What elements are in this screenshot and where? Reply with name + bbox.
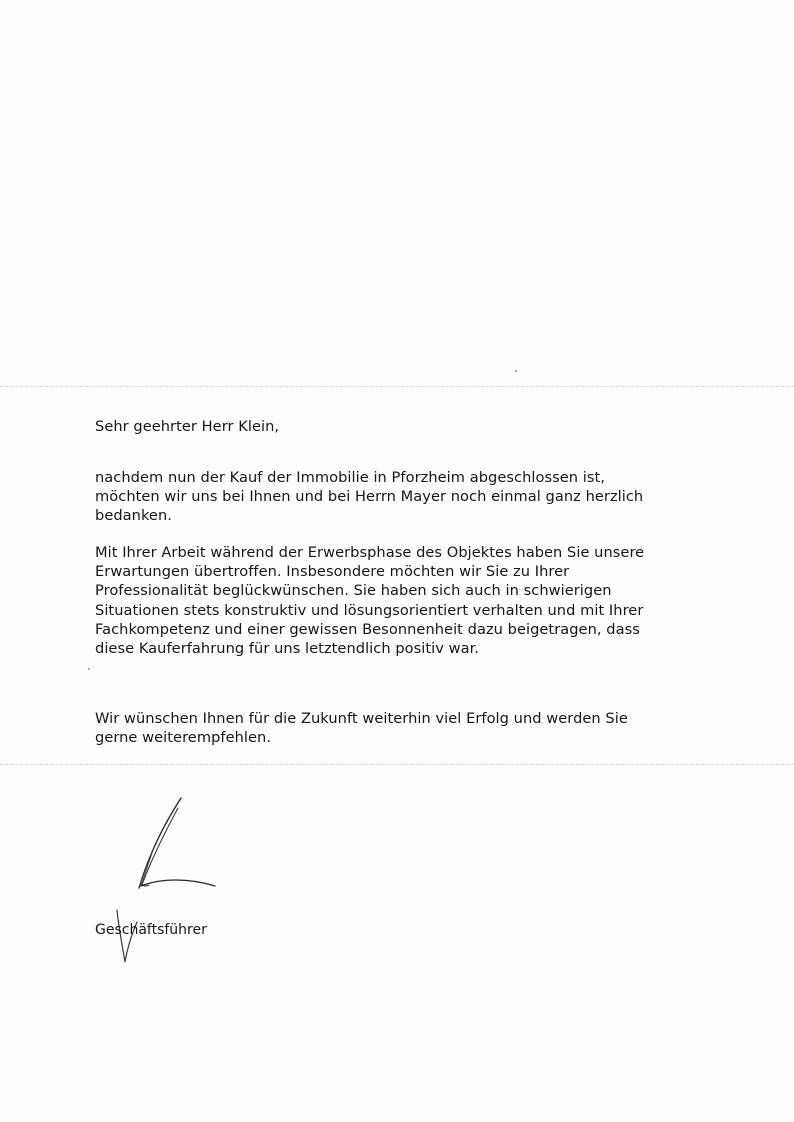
handwritten-signature (105, 790, 235, 980)
scan-speck (88, 668, 90, 670)
salutation: Sehr geehrter Herr Klein, (95, 418, 280, 435)
text-line: nachdem nun der Kauf der Immobilie in Pforzheim abgeschlossen ist, (95, 469, 606, 486)
scan-speck (515, 370, 517, 372)
paragraph-closing (95, 709, 715, 747)
fold-line-top (0, 386, 794, 387)
text-line: gerne weiterempfehlen. (95, 729, 272, 747)
paragraph-praise (95, 543, 715, 658)
text-line: Wir wünschen Ihnen für die Zukunft weiterhin viel Erfolg und werden Sie (95, 710, 628, 727)
text-line: diese Kauferfahrung für uns letztendlich positiv war. (95, 640, 480, 658)
text-line: Situationen stets konstruktiv und lösungsorientiert verhalten und mit Ihrer (95, 601, 644, 619)
signer-role: Geschäftsführer (95, 922, 207, 938)
text-line: Erwartungen übertroffen. Insbesondere möchten wir Sie zu Ihrer (95, 563, 570, 581)
text-line: Mit Ihrer Arbeit während der Erwerbsphase des Objektes haben Sie unsere (95, 544, 645, 561)
fold-line-bottom (0, 764, 794, 765)
text-line: möchten wir uns bei Ihnen und bei Herrn Mayer noch einmal ganz herzlich (95, 488, 644, 506)
text-line: Fachkompetenz und einer gewissen Besonnenheit dazu beigetragen, dass (95, 620, 640, 638)
text-line: Professionalität beglückwünschen. Sie haben sich auch in schwierigen (95, 582, 612, 600)
text-line: bedanken. (95, 507, 172, 525)
paragraph-thanks (95, 468, 715, 526)
